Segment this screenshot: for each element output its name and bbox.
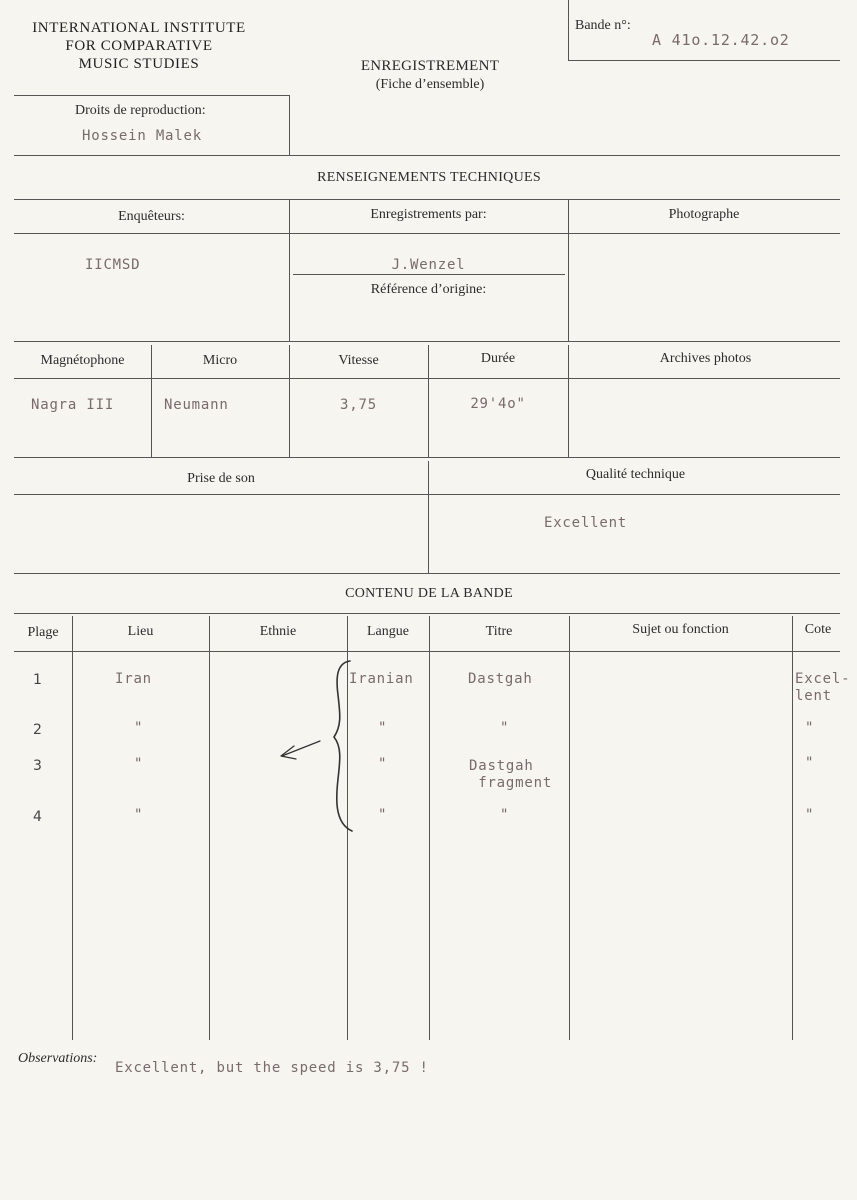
micro-value: Neumann — [164, 397, 229, 413]
prise-label: Prise de son — [187, 471, 255, 486]
magnetophone-label: Magnétophone — [40, 353, 125, 368]
micro-label: Micro — [202, 353, 238, 368]
archives-label: Archives photos — [659, 351, 752, 366]
col-ethnie: Ethnie — [259, 624, 297, 639]
row-2-titre: " — [500, 720, 510, 736]
bande-value: A 41o.12.42.o2 — [652, 31, 790, 49]
col-lieu: Lieu — [127, 624, 154, 639]
vitesse-label: Vitesse — [338, 353, 379, 368]
tech-section-title: RENSEIGNEMENTS TECHNIQUES — [317, 170, 541, 185]
duree-value: 29'4o" — [470, 396, 526, 412]
row-2-cote: " — [805, 720, 815, 736]
row-4-titre: " — [500, 807, 510, 823]
magnetophone-value: Nagra III — [31, 397, 115, 413]
row-1-langue: Iranian — [349, 671, 414, 687]
row-4-plage: 4 — [33, 809, 42, 825]
row-3-langue: " — [378, 756, 388, 772]
col-titre: Titre — [485, 624, 513, 639]
form-title: ENREGISTREMENT — [360, 58, 500, 74]
photographe-label: Photographe — [668, 207, 740, 222]
row-4-cote: " — [805, 807, 815, 823]
row-2-plage: 2 — [33, 722, 42, 738]
institute-name — [14, 19, 264, 73]
droits-label: Droits de reproduction: — [75, 103, 206, 118]
row-3-plage: 3 — [33, 758, 42, 774]
vitesse-value: 3,75 — [340, 397, 377, 413]
handwritten-brace-arrow — [270, 655, 360, 840]
reference-label: Référence d’origine: — [370, 282, 487, 297]
row-4-langue: " — [378, 807, 388, 823]
row-1-cote: Excel- lent — [795, 671, 851, 704]
observations-value: Excellent, but the speed is 3,75 ! — [115, 1060, 429, 1076]
qualite-label: Qualité technique — [585, 467, 686, 482]
row-1-titre: Dastgah — [468, 671, 533, 687]
col-langue: Langue — [367, 624, 409, 639]
bande-label: Bande n°: — [575, 18, 631, 33]
row-2-lieu: " — [134, 720, 144, 736]
contenu-section-title: CONTENU DE LA BANDE — [345, 586, 513, 601]
institute-line-1: INTERNATIONAL INSTITUTE — [32, 20, 246, 36]
row-3-lieu: " — [134, 756, 144, 772]
row-4-lieu: " — [134, 807, 144, 823]
row-1-plage: 1 — [33, 672, 42, 688]
duree-label: Durée — [480, 351, 516, 366]
row-3-titre: Dastgah fragment — [469, 758, 553, 791]
droits-value: Hossein Malek — [82, 128, 202, 144]
row-3-cote: " — [805, 755, 815, 771]
enregistrements-label: Enregistrements par: — [370, 207, 487, 222]
enqueteurs-label: Enquêteurs: — [118, 209, 185, 224]
institute-line-3: MUSIC STUDIES — [78, 56, 200, 72]
institute-line-2: FOR COMPARATIVE — [65, 38, 213, 54]
row-2-langue: " — [378, 720, 388, 736]
observations-label: Observations: — [18, 1051, 98, 1066]
enregistrements-value: J.Wenzel — [391, 257, 466, 273]
form-subtitle: (Fiche d’ensemble) — [375, 77, 485, 92]
row-1-lieu: Iran — [115, 671, 152, 687]
qualite-value: Excellent — [543, 515, 628, 531]
col-cote: Cote — [804, 622, 832, 637]
col-plage: Plage — [27, 625, 59, 640]
col-sujet: Sujet ou fonction — [632, 622, 729, 637]
enqueteurs-value: IICMSD — [85, 257, 141, 273]
